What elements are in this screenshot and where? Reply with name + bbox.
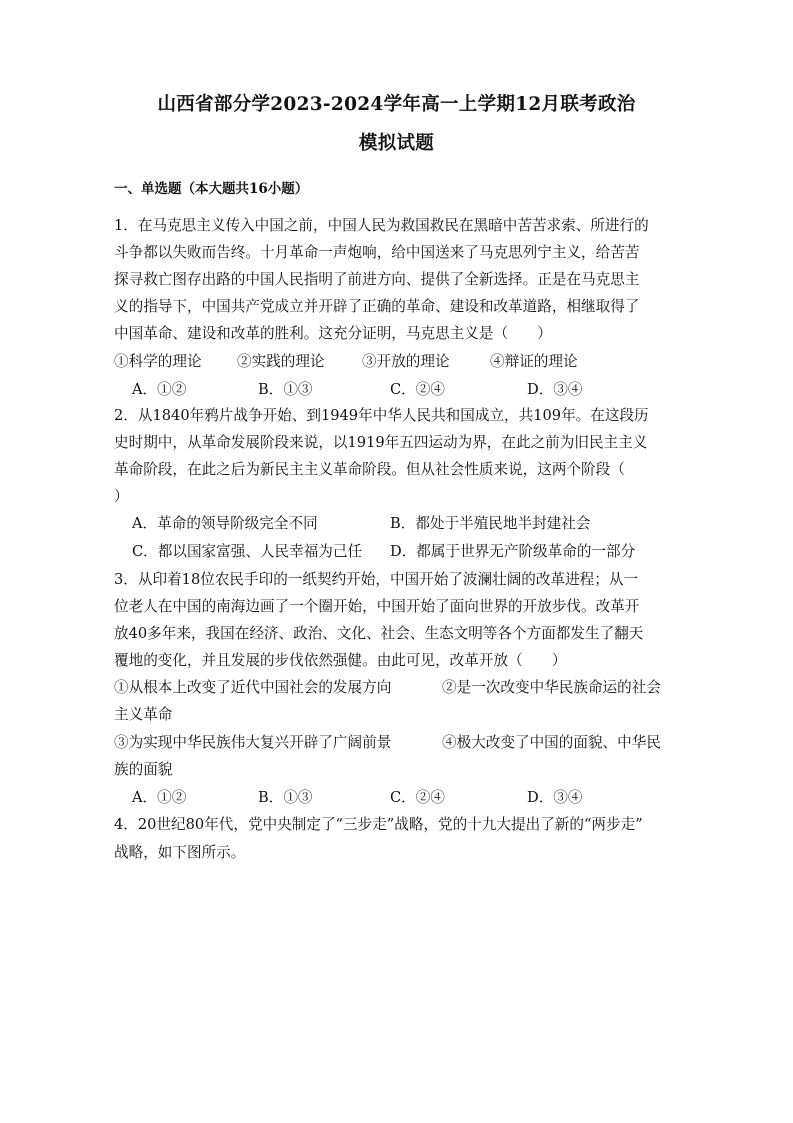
document-subtitle: 模拟试题 [358,133,435,154]
question-3-stem-line: 3．从印着18位农民手印的一纸契约开始，中国开始了波澜壮阔的改革进程；从一 [114,571,639,588]
question-2-stem-line: 革命阶段，在此之后为新民主主义革命阶段。但从社会性质来说，这两个阶段（ [114,461,625,478]
question-1-option-a[interactable]: A．①② [132,381,187,398]
question-1-stem-line: 斗争都以失败而告终。十月革命一声炮响，给中国送来了马克思列宁主义，给苦苦 [114,244,640,261]
question-4-stem-line: 4．20世纪80年代，党中央制定了“三步走”战略，党的十九大提出了新的“两步走” [114,816,643,833]
question-2-stem-line: 史时期中，从革命发展阶段来说，以1919年五四运动为界，在此之前为旧民主主义 [114,434,648,451]
question-3-stem-line: 放40多年来，我国在经济、政治、文化、社会、生态文明等各个方面都发生了翻天 [114,625,644,642]
question-2-option-b[interactable]: B．都处于半殖民地半封建社会 [390,515,591,532]
section-heading: 一、单选题（本大题共16小题） [114,181,309,197]
question-2-stem-line: ） [114,488,129,505]
question-3-statement: 主义革命 [114,706,173,723]
question-3-stem-line: 覆地的变化，并且发展的步伐依然强健。由此可见，改革开放（ ） [114,652,567,669]
question-3-option-c[interactable]: C．②④ [390,789,445,806]
question-1-option-c[interactable]: C．②④ [390,381,445,398]
question-3-option-b[interactable]: B．①③ [258,789,313,806]
question-3-statement: ②是一次改变中华民族命运的社会 [442,679,661,696]
question-4-stem-line: 战略，如下图所示。 [114,844,246,861]
document-title: 山西省部分学2023-2024学年高一上学期12月联考政治 [157,94,636,115]
question-1-stem-line: 探寻救亡图存出路的中国人民指明了前进方向、提供了全新选择。正是在马克思主 [114,271,640,288]
question-3-option-a[interactable]: A．①② [132,789,187,806]
question-1-stem-line: 中国革命、建设和改革的胜利。这充分证明，马克思主义是（ ） [114,325,552,342]
question-1-statement: ②实践的理论 [237,353,325,370]
question-2-option-d[interactable]: D．都属于世界无产阶级革命的一部分 [390,543,636,560]
question-3-statement: 族的面貌 [114,761,173,778]
question-2-option-c[interactable]: C．都以国家富强、人民幸福为己任 [132,543,363,560]
question-2-option-a[interactable]: A．革命的领导阶级完全不同 [132,515,318,532]
question-1-statement: ①科学的理论 [114,353,202,370]
question-1-option-d[interactable]: D．③④ [527,381,583,398]
question-1-option-b[interactable]: B．①③ [258,381,313,398]
question-2-stem-line: 2．从1840年鸦片战争开始、到1949年中华人民共和国成立，共109年。在这段历 [114,407,649,424]
question-3-stem-line: 位老人在中国的南海边画了一个圈开始，中国开始了面向世界的开放步伐。改革开 [114,598,640,615]
question-3-statement: ①从根本上改变了近代中国社会的发展方向 [114,679,392,696]
question-1-stem-line: 义的指导下，中国共产党成立并开辟了正确的革命、建设和改革道路，相继取得了 [114,298,640,315]
question-1-statement: ④辩证的理论 [490,353,578,370]
question-3-statement: ③为实现中华民族伟大复兴开辟了广阔前景 [114,734,392,751]
question-3-option-d[interactable]: D．③④ [527,789,583,806]
question-1-stem-line: 1．在马克思主义传入中国之前，中国人民为救国救民在黑暗中苦苦求索、所进行的 [114,217,649,234]
question-1-statement: ③开放的理论 [362,353,450,370]
question-3-statement: ④极大改变了中国的面貌、中华民 [442,734,661,751]
